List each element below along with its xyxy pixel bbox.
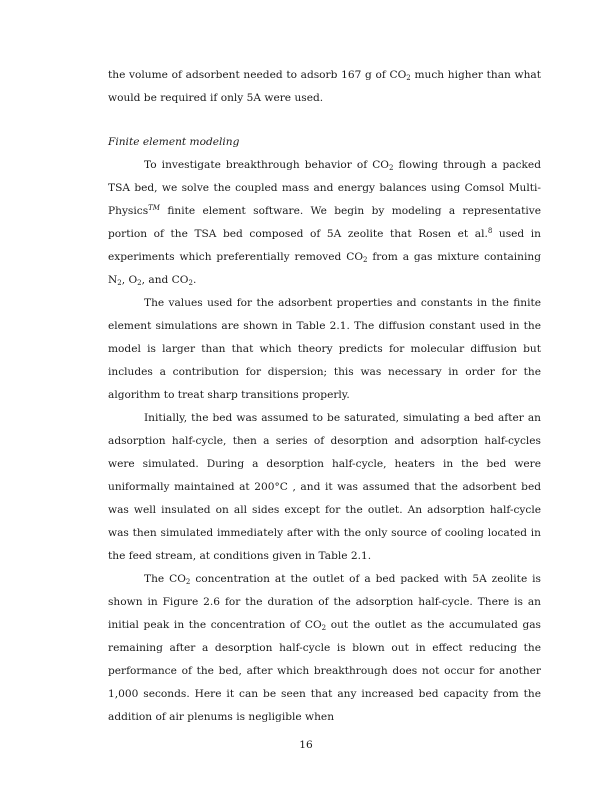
citation-superscript: 8 [487, 227, 493, 235]
text-run: , O [121, 274, 138, 286]
text-run: from a gas mixture containing N [108, 251, 542, 286]
paragraph-co2-concentration [108, 568, 541, 729]
subscript: 2 [137, 279, 142, 287]
subscript: 2 [406, 74, 411, 82]
subscript: 2 [389, 164, 394, 172]
paragraph-simulation-values: The values used for the adsorbent properties and constants in the finite element simulations are shown in Table 2.1. The diffusion constant used in the model is larger than that which theory predicts for molecular diffusion but includes a contribution for dispersion; this was necessary in order for the algorithm to treat sharp transitions properly. [108, 297, 541, 401]
subscript: 2 [321, 624, 327, 632]
paragraph-initial-conditions: Initially, the bed was assumed to be saturated, simulating a bed after an adsorption half-cycle, then a series of desorption and adsorption half-cycles were simulated. During a desorption half-cycle, heaters in the bed were uniformally maintained at 200°C , and it was assumed that the adsorbent bed was well insulated on all sides except for the outlet. An adsorption half-cycle was then simulated immediately after with the only source of cooling located in the feed stream, at conditions given in Table 2.1. [108, 412, 541, 562]
text-run: . [192, 274, 197, 286]
text-run: the volume of adsorbent needed to adsorb 167 g of CO [108, 69, 407, 81]
text-run: flowing through a packed TSA bed, we solve the coupled mass and energy balances using Comsol Multi-Physics [108, 159, 541, 217]
text-run: used in experiments which preferentially removed CO [108, 228, 541, 263]
page-body [108, 64, 541, 729]
subscript: 2 [188, 279, 193, 287]
text-run: To investigate breakthrough behavior of CO [144, 159, 389, 171]
text-run: The CO [144, 573, 186, 585]
section-heading: Finite element modeling [108, 136, 240, 148]
text-run: , and CO [141, 274, 189, 286]
subscript: 2 [363, 256, 368, 264]
paragraph-continuation [108, 64, 541, 110]
text-run: concentration at the outlet of a bed packed with 5A zeolite is shown in Figure 2.6 for the duration of the adsorption half-cycle. There is an initial peak in the concentration of CO [108, 573, 541, 631]
subscript: 2 [185, 578, 191, 586]
trademark-superscript: TM [148, 204, 160, 212]
text-run: much higher than what would be required if only 5A were used. [108, 69, 541, 104]
text-run: out the outlet as the accumulated gas remaining after a desorption half-cycle is blown out in effect reducing the performance of the bed, after which breakthrough does not occur for another 1,000 seconds. Here it can be seen that any increased bed capacity from the addition of air plenums is negligible when [108, 619, 541, 723]
text-run: finite element software. We begin by modeling a representative portion of the TSA bed composed of 5A zeolite that Rosen et al. [108, 205, 541, 240]
subscript: 2 [117, 279, 122, 287]
page-number: 16 [299, 739, 313, 751]
paragraph-intro [108, 154, 541, 292]
